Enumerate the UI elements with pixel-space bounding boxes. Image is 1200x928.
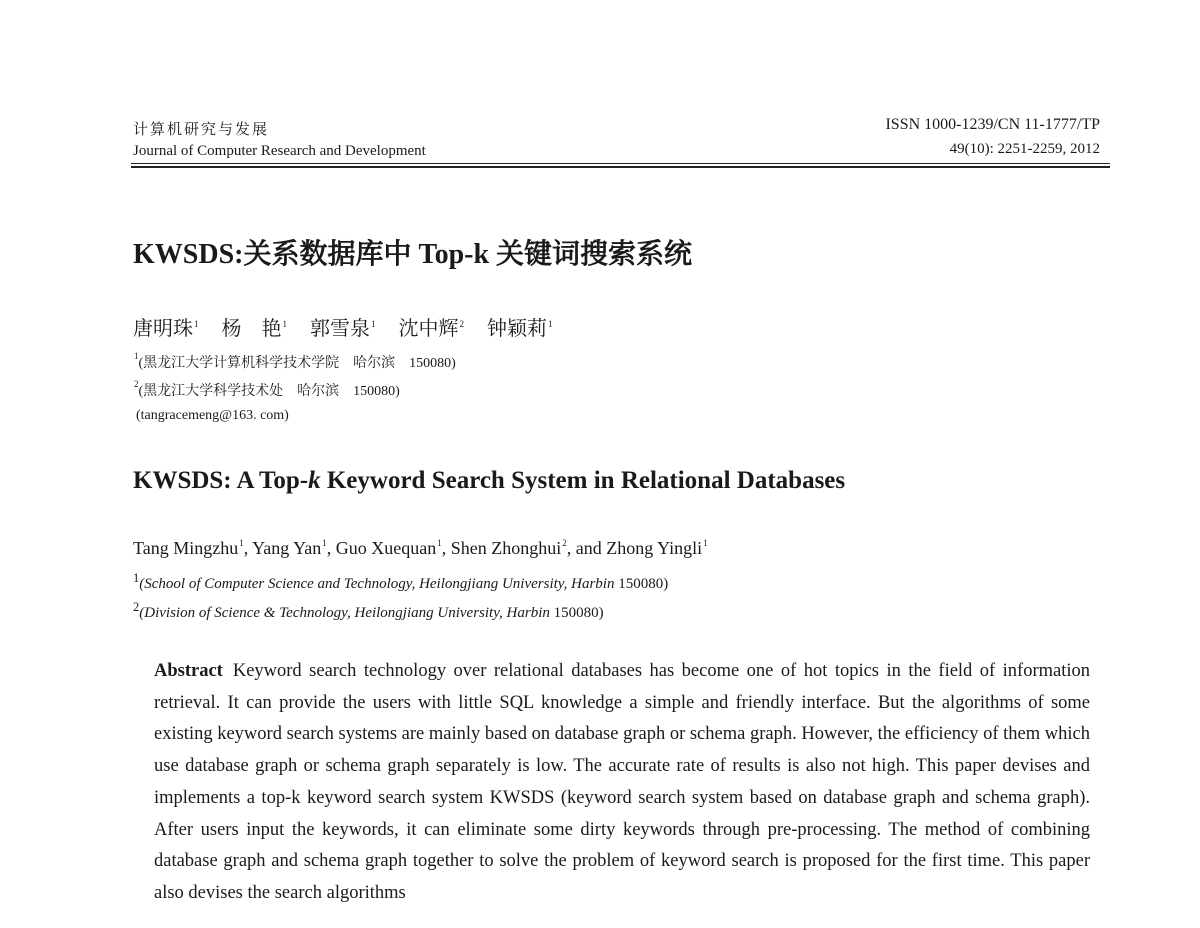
header-rule-thick: [131, 166, 1110, 168]
header-rule-thin: [131, 163, 1110, 164]
abstract-text: Keyword search technology over relational databases has become one of hot topics in the field of information retrieval. It can provide the users with little SQL knowledge a simple and friendly interface. But the algorithms of some existing keyword search systems are mainly based on database graph or schema graph. However, the efficiency of them which use database graph or schema graph separately is low. The accurate rate of results is also not high. This paper devises and implements a top-k keyword search system KWSDS (keyword search system based on database graph and schema graph). After users input the keywords, it can eliminate some dirty keywords through pre-processing. The method of combining database graph and schema graph together to solve the problem of keyword search is proposed for the first time. This paper also devises the search algorithms: [154, 661, 1090, 903]
volume-pages: 49(10): 2251-2259, 2012: [949, 141, 1100, 157]
author-en: Yang Yan$^1$,: [252, 538, 336, 558]
author-cn: 钟颖莉$^1$: [487, 318, 553, 340]
author-en: Shen Zhonghui$^2$,: [450, 538, 576, 558]
paper-title-english: KWSDS: A Top-k Keyword Search System in Relational Databases: [133, 467, 846, 494]
author-cn: 杨 艳$^1$: [221, 318, 287, 340]
affiliation-en-2: $^2$(Division of Science & Technology, Heilongjiang University, Harbin 150080): [133, 600, 604, 621]
author-en: and Zhong Yingli$^1$: [575, 538, 708, 558]
authors-chinese: [133, 312, 571, 341]
affiliation-cn-2: $^2$(黑龙江大学科学技术处 哈尔滨 150080): [134, 379, 400, 399]
abstract-label: Abstract: [154, 661, 223, 681]
paper-title-chinese: KWSDS:关系数据库中 Top-k 关键词搜索系统: [133, 239, 693, 270]
journal-name-chinese: 计算机研究与发展: [133, 122, 270, 138]
issn-number: ISSN 1000-1239/CN 11-1777/TP: [885, 116, 1100, 133]
author-cn: 沈中辉$^2$: [398, 318, 464, 340]
author-en: Tang Mingzhu$^1$,: [133, 538, 253, 558]
author-cn: 唐明珠$^1$: [133, 318, 199, 340]
author-en: Guo Xuequan$^1$,: [335, 538, 451, 558]
journal-name-english: Journal of Computer Research and Development: [133, 143, 426, 159]
authors-english: [133, 538, 708, 559]
author-email: (tangracemeng@163. com): [136, 408, 289, 423]
author-cn: 郭雪泉$^1$: [310, 318, 376, 340]
abstract-paragraph: [154, 656, 1090, 910]
affiliation-en-1: $^1$(School of Computer Science and Technology, Heilongjiang University, Harbin 150080): [133, 571, 669, 592]
affiliation-cn-1: $^1$(黑龙江大学计算机科学技术学院 哈尔滨 150080): [134, 351, 456, 371]
